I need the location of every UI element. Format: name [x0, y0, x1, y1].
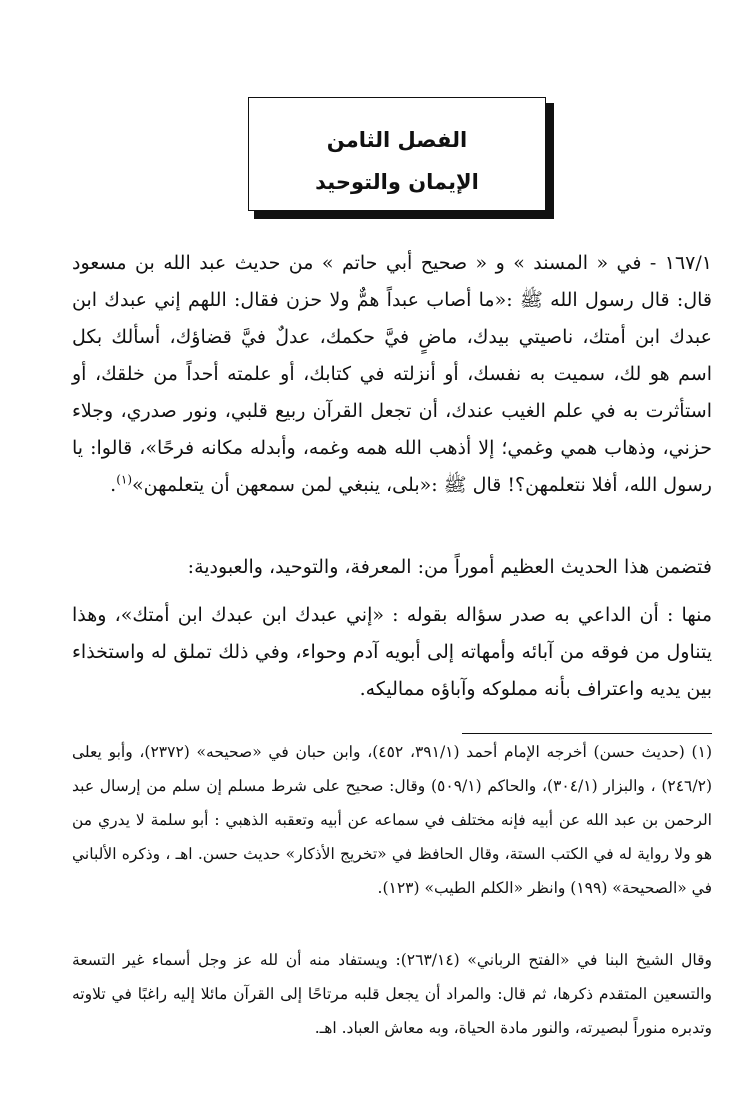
- chapter-subtitle: الإيمان والتوحيد: [315, 170, 479, 194]
- summary-paragraph: [72, 549, 712, 586]
- point-paragraph: [72, 597, 712, 708]
- heading-box: [248, 97, 546, 211]
- footnote-divider: [462, 733, 712, 734]
- point-text: منها : أن الداعي به صدر سؤاله بقوله : «إني عبدك ابن عبدك ابن أمتك»، وهذا يتناول من فوقه من آبائه وأمهاته إلى أبويه آدم وحواء، وفي ذلك تملق له واستخذاء بين يديه واعتراف بأنه مملوكه وآباؤه مماليكه.: [72, 604, 712, 700]
- hadith-paragraph: ١٦٧/١ - في « المسند » و « صحيح أبي حاتم » من حديث عبد الله بن مسعود قال: قال رسول الله ﷺ :«ما أصاب عبداً همٌّ ولا حزن فقال: اللهم إني عبدك ابن عبدك ابن أمتك، ناصيتي بيدك، ماضٍ فيَّ حكمك، عدلٌ فيَّ قضاؤك، أسألك بكل اسم هو لك، سميت به نفسك، أو أنزلته في كتابك، أو علمته أحداً من خلقك، أو استأثرت به في علم الغيب عندك، أن تجعل القرآن ربيع قلبي، ونور صدري، وجلاء حزني، وذهاب همي وغمي؛ إلا أذهب الله همه وغمه، وأبدله مكانه فرحًا»، قالوا: يا رسول الله، أفلا نتعلمهن؟! قال ﷺ :«بلى، ينبغي لمن سمعهن أن يتعلمهن»$^{(١)}$.: [72, 252, 713, 496]
- chapter-heading: [248, 97, 558, 222]
- chapter-title: الفصل الثامن: [326, 128, 468, 152]
- footnote-1: [72, 735, 712, 905]
- footnote-2-text: وقال الشيخ البنا في «الفتح الرباني» (٢٦٣/١٤): ويستفاد منه أن لله عز وجل أسماء غير التسعة والتسعين المتقدم ذكرها، ثم قال: والمراد أن يجعل قلبه مرتاحًا إلى القرآن مائلا إليه راغبًا في تلاوته وتدبره منوراً لبصيرته، والنور مادة الحياة، وبه معاش العباد. اهـ.: [72, 951, 712, 1037]
- hadith-text: ١٦٧/١ - في « المسند » و « صحيح أبي حاتم » من حديث عبد الله بن مسعود قال: قال رسول الله ﷺ :«ما أصاب عبداً همٌّ ولا حزن فقال: اللهم إني عبدك ابن عبدك ابن أمتك، ناصيتي بيدك، ماضٍ فيَّ حكمك، عدلٌ فيَّ قضاؤك، أسألك بكل اسم هو لك، سميت به نفسك، أو أنزلته في كتابك، أو علمته أحداً من خلقك، أو استأثرت به في علم الغيب عندك، أن تجعل القرآن ربيع قلبي، ونور صدري، وجلاء حزني، وذهاب همي وغمي؛ إلا أذهب الله همه وغمه، وأبدله مكانه فرحًا»، قالوا: يا رسول الله، أفلا نتعلمهن؟! قال ﷺ :«بلى، ينبغي لمن سمعهن أن يتعلمهن»: [72, 252, 713, 496]
- footnote-reference[interactable]: (١): [116, 472, 133, 487]
- footnote-2: [72, 943, 712, 1045]
- summary-text: فتضمن هذا الحديث العظيم أموراً من: المعرفة، والتوحيد، والعبودية:: [187, 556, 712, 578]
- footnote-1-text: (١) (حديث حسن) أخرجه الإمام أحمد (٣٩١/١، ٤٥٢)، وابن حبان في «صحيحه» (٢٣٧٢)، وأبو يعلى (٢٤٦/٢) ، والبزار (٣٠٤/١)، والحاكم (٥٠٩/١) وقال: صحيح على شرط مسلم إن سلم من إرسال عبد الرحمن بن عبد الله عن أبيه فإنه مختلف في سماعه عن أبيه وتعقبه الذهبي : أبو سلمة لا يدري من هو ولا رواية له في الكتب الستة، وقال الحافظ في «تخريج الأذكار» حديث حسن. اهـ ، وذكره الألباني في «الصحيحة» (١٩٩) وانظر «الكلم الطيب» (١٢٣).: [72, 743, 712, 897]
